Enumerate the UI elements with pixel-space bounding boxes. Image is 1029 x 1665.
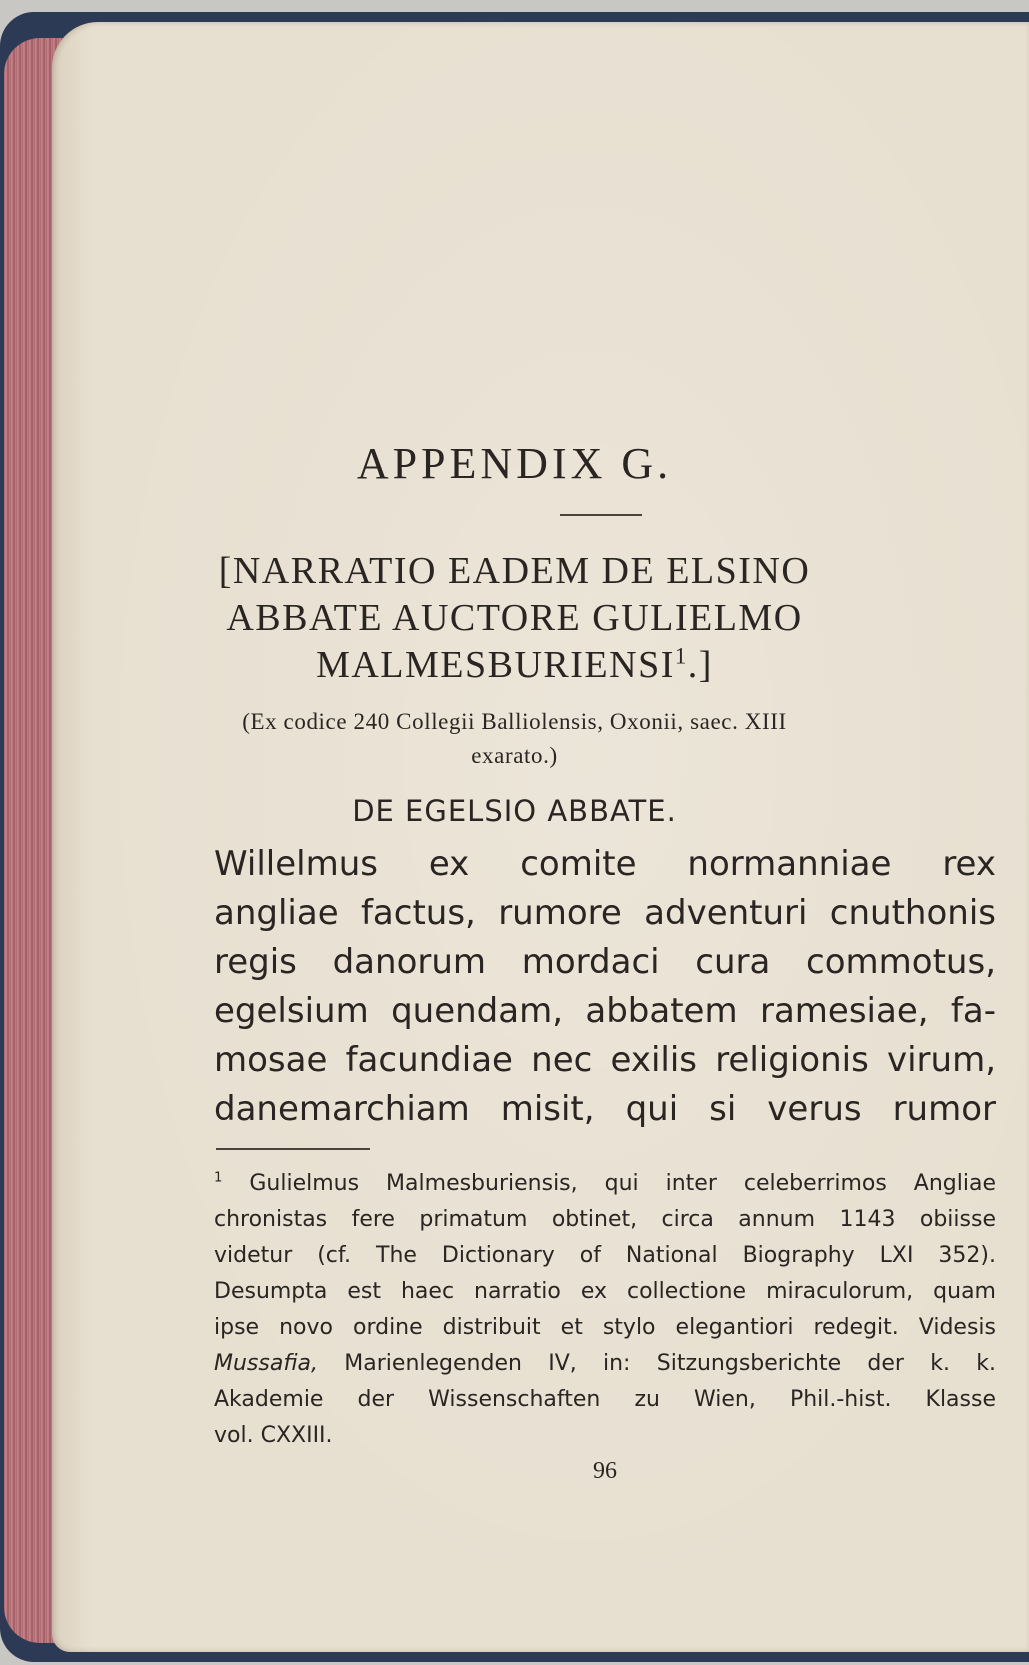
body-line: angliae factus, rumore adventuri cnuthonis	[214, 893, 996, 933]
footnote-line: chronistas fere primatum obtinet, circa annum 1143 obiisse	[214, 1207, 996, 1232]
body-text	[214, 840, 996, 1134]
footnote-rule	[216, 1148, 370, 1150]
footnote-line	[214, 1166, 996, 1202]
body-line: Willelmus ex comite normanniae rex	[214, 844, 996, 884]
citation-author: Mussafia,	[214, 1351, 319, 1376]
footnote-line: videtur (cf. The Dictionary of National Biography LXI 352).	[214, 1243, 996, 1268]
footnote-reference: 1	[674, 643, 688, 669]
body-line: egelsium quendam, abbatem ramesiae, fa-	[214, 991, 996, 1031]
page-number: 96	[593, 1458, 617, 1484]
footnote-line: Desumpta est haec narratio ex collectione miraculorum, quam	[214, 1279, 996, 1304]
footnote-marker: 1	[214, 1170, 223, 1186]
body-line: mosae facundiae nec exilis religionis virum,	[214, 1040, 996, 1080]
body-line: regis danorum mordaci cura commotus,	[214, 942, 996, 982]
heading-line: ABBATE AUCTORE GULIELMO	[226, 597, 803, 639]
heading-line: [NARRATIO EADEM DE ELSINO	[218, 550, 811, 592]
footnote-line-text: Gulielmus Malmesburiensis, qui inter celeberrimos Angliae	[249, 1171, 996, 1196]
source-line: exarato.)	[471, 743, 558, 768]
footnote-line: ipse novo ordine distribuit et stylo elegantiori redegit. Videsis	[214, 1315, 996, 1340]
citation-text: Marienlegenden IV, in: Sitzungsberichte der k. k.	[318, 1351, 996, 1376]
footnote-line	[214, 1346, 996, 1382]
source-line: (Ex codice 240 Collegii Balliolensis, Oxonii, saec. XIII	[242, 709, 787, 734]
source-note	[0, 705, 1029, 773]
body-line: danemarchiam misit, qui si verus rumor	[214, 1089, 996, 1129]
heading-close: .]	[687, 644, 713, 686]
footnote-line: vol. CXXIII.	[214, 1423, 333, 1448]
title-rule	[560, 514, 642, 516]
appendix-title: APPENDIX G.	[356, 439, 673, 488]
footnote-line: Akademie der Wissenschaften zu Wien, Phil.-hist. Klasse	[214, 1387, 996, 1412]
subheading: DE EGELSIO ABBATE.	[352, 794, 677, 828]
section-heading	[0, 548, 1029, 689]
footnote	[214, 1166, 996, 1454]
heading-line: MALMESBURIENSI	[316, 644, 675, 686]
